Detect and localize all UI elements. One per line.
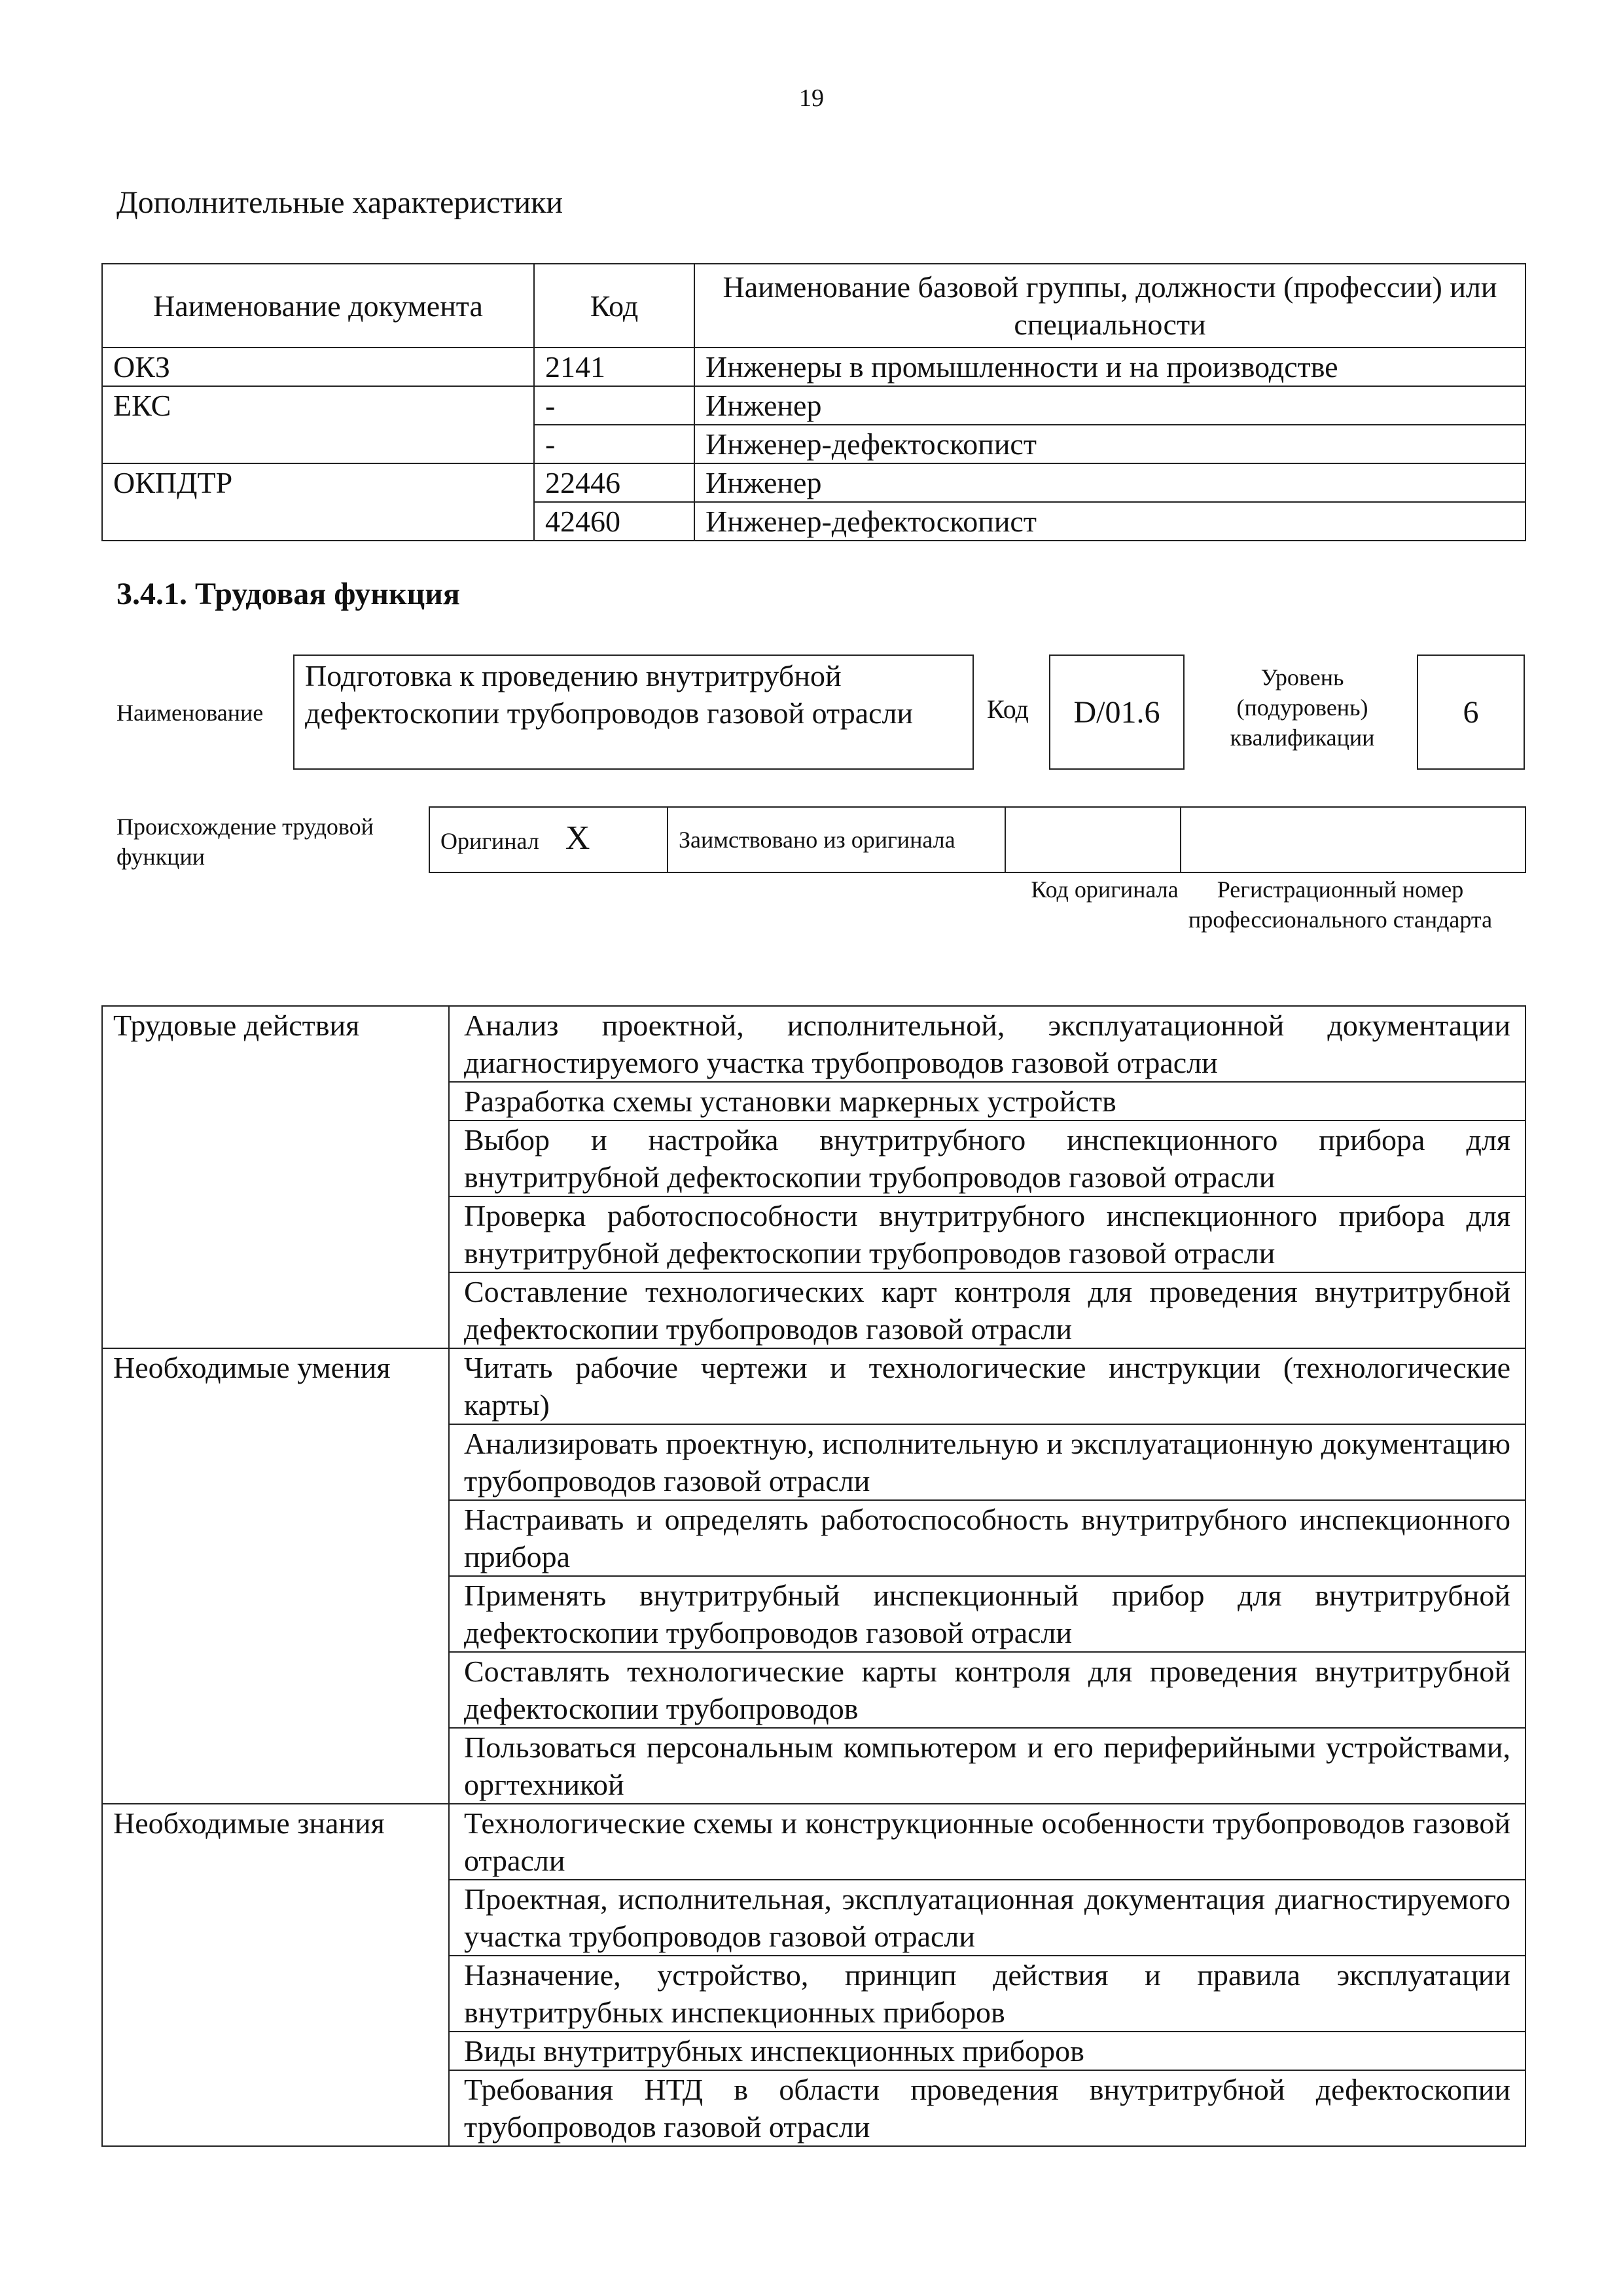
doc-cell: ОКПДТР	[102, 463, 534, 502]
doc-cell: ЕКС	[102, 386, 534, 425]
function-code-label: Код	[987, 694, 1029, 724]
code-cell: -	[534, 386, 694, 425]
original-cell	[429, 807, 668, 872]
category-labor-actions: Трудовые действия	[102, 1006, 449, 1348]
name-cell: Инженер-дефектоскопист	[694, 425, 1525, 463]
qualification-level-box: 6	[1417, 655, 1525, 770]
name-cell: Инженер	[694, 463, 1525, 502]
list-item: Читать рабочие чертежи и технологические инструкции (технологические карты)	[449, 1348, 1525, 1424]
qualification-level-label: Уровень (подуровень) квалификации	[1230, 664, 1375, 751]
code-cell: 2141	[534, 348, 694, 386]
list-item: Проверка работоспособности внутритрубного инспекционного прибора для внутритрубной дефектоскопии трубопроводов газовой отрасли	[449, 1196, 1525, 1272]
list-item: Применять внутритрубный инспекционный прибор для внутритрубной дефектоскопии трубопроводов газовой отрасли	[449, 1576, 1525, 1652]
borrowed-label: Заимствовано из оригинала	[668, 807, 1005, 872]
original-code-cell	[1005, 807, 1181, 872]
labor-function-title: 3.4.1. Трудовая функция	[116, 577, 460, 611]
table-row	[102, 502, 1525, 541]
list-item: Анализировать проектную, исполнительную и эксплуатационную документацию трубопроводов газовой отрасли	[449, 1424, 1525, 1500]
list-item: Составление технологических карт контроля для проведения внутритрубной дефектоскопии трубопроводов газовой отрасли	[449, 1272, 1525, 1348]
table-row	[102, 463, 1525, 502]
table-row	[102, 348, 1525, 386]
category-required-skills: Необходимые умения	[102, 1348, 449, 1804]
table-row	[102, 425, 1525, 463]
function-origin-label: Происхождение трудовой функции	[116, 814, 374, 870]
registration-number-cell	[1181, 807, 1525, 872]
header-group-name: Наименование базовой группы, должности (профессии) или специальности	[694, 264, 1525, 348]
page-number: 19	[799, 84, 824, 112]
name-cell: Инженер-дефектоскопист	[694, 502, 1525, 541]
header-doc-name: Наименование документа	[102, 264, 534, 348]
list-item: Выбор и настройка внутритрубного инспекционного прибора для внутритрубной дефектоскопии трубопроводов газовой отрасли	[449, 1121, 1525, 1196]
table-header-row	[102, 264, 1525, 348]
function-name-box: Подготовка к проведению внутритрубной дефектоскопии трубопроводов газовой отрасли	[293, 655, 974, 770]
function-code-box: D/01.6	[1049, 655, 1185, 770]
list-item: Пользоваться персональным компьютером и его периферийными устройствами, оргтехникой	[449, 1728, 1525, 1804]
doc-cell: ОКЗ	[102, 348, 534, 386]
table-row	[102, 386, 1525, 425]
list-item: Требования НТД в области проведения внутритрубной дефектоскопии трубопроводов газовой отрасли	[449, 2070, 1525, 2146]
list-item: Разработка схемы установки маркерных устройств	[449, 1082, 1525, 1121]
table-row	[102, 1348, 1525, 1424]
original-code-caption: Код оригинала	[1031, 876, 1179, 903]
category-required-knowledge: Необходимые знания	[102, 1804, 449, 2146]
table-row	[102, 1006, 1525, 1082]
list-item: Проектная, исполнительная, эксплуатационная документация диагностируемого участка трубопроводов газовой отрасли	[449, 1880, 1525, 1956]
list-item: Настраивать и определять работоспособность внутритрубного инспекционного прибора	[449, 1500, 1525, 1576]
original-mark: X	[565, 819, 590, 857]
original-label: Оригинал	[440, 828, 539, 854]
name-cell: Инженер	[694, 386, 1525, 425]
doc-cell	[102, 502, 534, 541]
code-cell: 42460	[534, 502, 694, 541]
origin-row	[429, 807, 1525, 872]
origin-table	[429, 806, 1526, 873]
list-item: Назначение, устройство, принцип действия и правила эксплуатации внутритрубных инспекционных приборов	[449, 1956, 1525, 2032]
code-cell: 22446	[534, 463, 694, 502]
list-item: Анализ проектной, исполнительной, эксплуатационной документации диагностируемого участка трубопроводов газовой отрасли	[449, 1006, 1525, 1082]
function-content-table	[101, 1005, 1526, 2147]
additional-characteristics-title: Дополнительные характеристики	[116, 185, 563, 220]
list-item: Виды внутритрубных инспекционных приборов	[449, 2032, 1525, 2070]
additional-characteristics-table	[101, 263, 1526, 541]
registration-number-caption: Регистрационный номер профессионального стандарта	[1188, 876, 1493, 933]
list-item: Технологические схемы и конструкционные особенности трубопроводов газовой отрасли	[449, 1804, 1525, 1880]
header-code: Код	[534, 264, 694, 348]
table-row	[102, 1804, 1525, 1880]
list-item: Составлять технологические карты контроля для проведения внутритрубной дефектоскопии трубопроводов	[449, 1652, 1525, 1728]
code-cell: -	[534, 425, 694, 463]
doc-cell	[102, 425, 534, 463]
name-cell: Инженеры в промышленности и на производстве	[694, 348, 1525, 386]
function-name-label: Наименование	[116, 700, 264, 726]
